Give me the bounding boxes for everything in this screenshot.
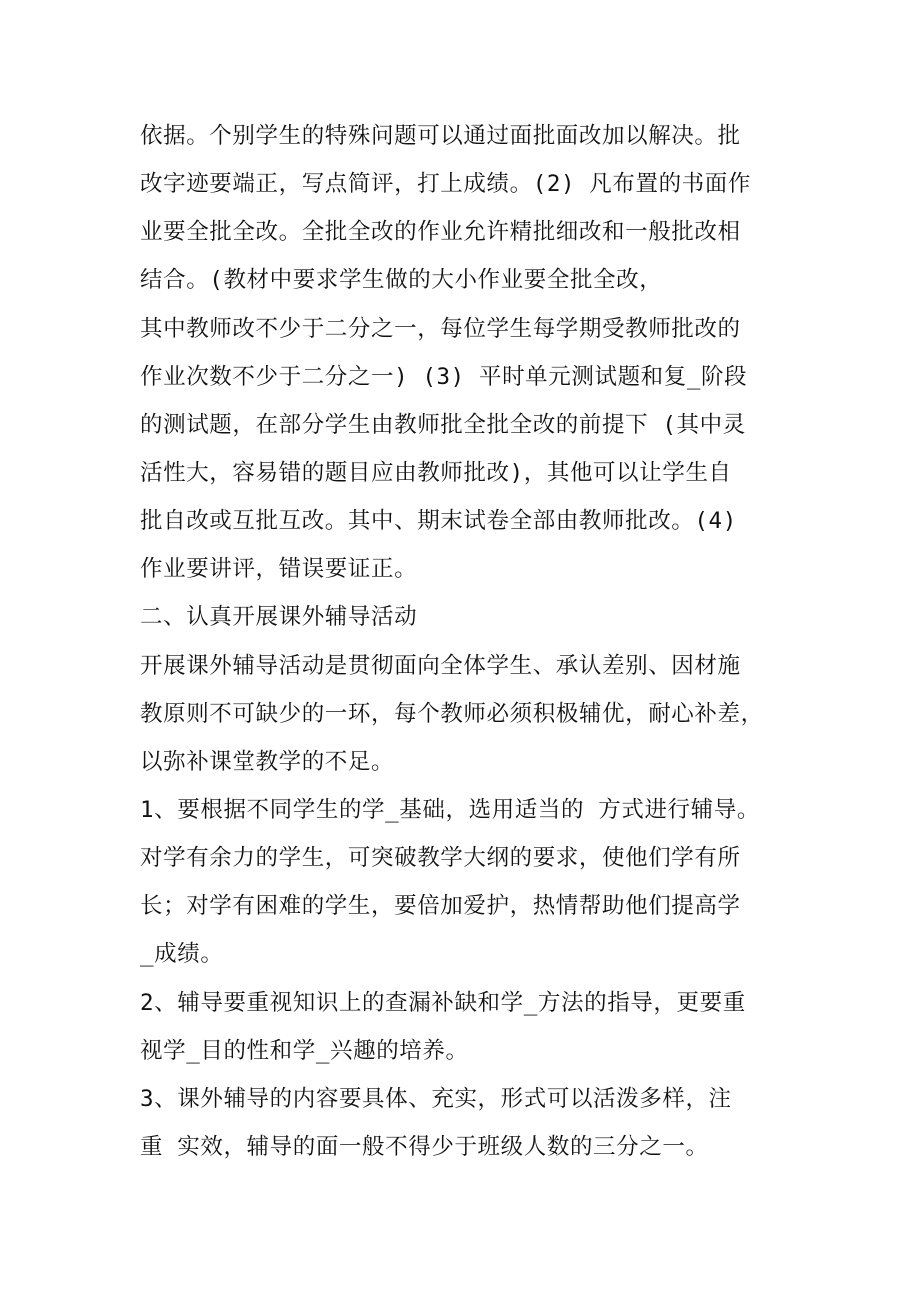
text-line: 批自改或互批互改。其中、期末试卷全部由教师批改。(4) bbox=[140, 508, 737, 535]
text-line: 业要全批全改。全批全改的作业允许精批细改和一般批改相 bbox=[140, 219, 741, 246]
text-line: 长；对学有困难的学生，要倍加爱护，热情帮助他们提高学 bbox=[140, 893, 741, 920]
text-line: 的测试题，在部分学生由教师批全批全改的前提下 (其中灵 bbox=[140, 411, 746, 438]
text-line: 作业要讲评，错误要证正。 bbox=[140, 556, 418, 583]
list-item-1: 1、要根据不同学生的学_基础，选用适当的 方式进行辅导。 bbox=[140, 796, 760, 823]
text-line: 对学有余力的学生，可突破教学大纲的要求，使他们学有所 bbox=[140, 845, 741, 872]
text-line: 视学_目的性和学_兴趣的培养。 bbox=[140, 1037, 469, 1064]
text-line: 作业次数不少于二分之一) (3) 平时单元测试题和复_阶段 bbox=[140, 363, 748, 390]
text-line: 以弥补课堂教学的不足。 bbox=[140, 748, 395, 775]
text-line: 教原则不可缺少的一环，每个教师必须积极辅优，耐心补差， bbox=[140, 700, 764, 727]
text-line: _成绩。 bbox=[140, 941, 224, 968]
text-line: 活性大，容易错的题目应由教师批改)，其他可以让学生自 bbox=[140, 459, 732, 486]
text-line: 结合。(教材中要求学生做的大小作业要全批全改， bbox=[140, 267, 663, 294]
text-line: 开展课外辅导活动是贯彻面向全体学生、承认差别、因材施 bbox=[140, 652, 741, 679]
text-line: 依据。个别学生的特殊问题可以通过面批面改加以解决。批 bbox=[140, 123, 741, 149]
text-line: 改字迹要端正，写点简评，打上成绩。(2) 凡布置的书面作 bbox=[140, 171, 751, 198]
list-item-3: 3、课外辅导的内容要具体、充实，形式可以活泼多样，注 bbox=[140, 1085, 732, 1112]
document-body bbox=[140, 112, 810, 1171]
text-line: 其中教师改不少于二分之一，每位学生每学期受教师批改的 bbox=[140, 315, 741, 342]
list-item-2: 2、辅导要重视知识上的查漏补缺和学_方法的指导，更要重 bbox=[140, 989, 746, 1016]
text-line: 重 实效，辅导的面一般不得少于班级人数的三分之一。 bbox=[140, 1133, 709, 1160]
section-heading: 二、认真开展课外辅导活动 bbox=[140, 604, 418, 631]
